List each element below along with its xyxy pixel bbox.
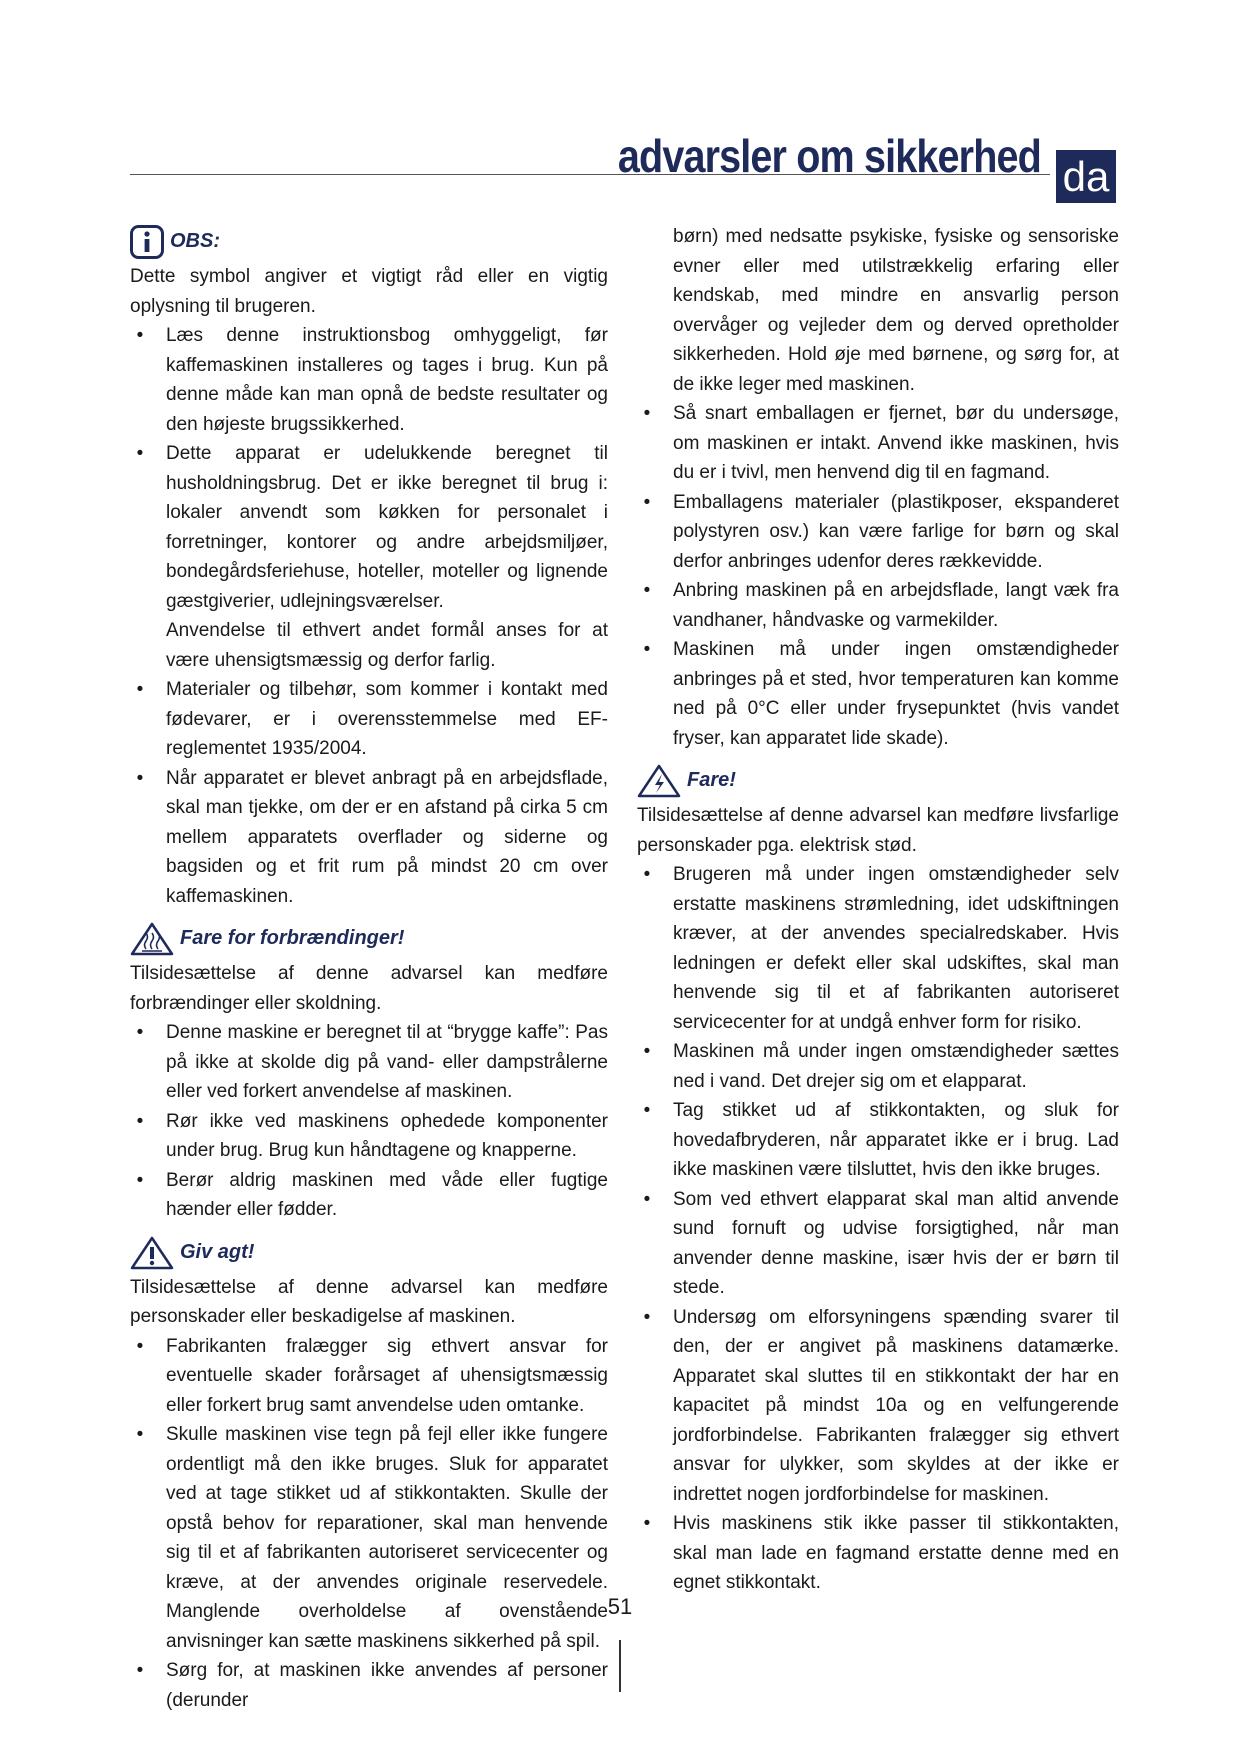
list-item: • Når apparatet er blevet anbragt på en arbejdsflade, skal man tjekke, om der er en afstand på cirka 5 cm mellem apparatets overflader og siderne og bagsiden og et frit rum på mindst 20 cm over kaffemaskinen. bbox=[136, 767, 608, 907]
list-item: • Emballagens materialer (plastikposer, ekspanderet polystyren osv.) kan være farlige for børn og skal derfor anbringes udenfor deres rækkevidde. bbox=[643, 491, 1119, 572]
footer-divider bbox=[619, 1640, 621, 1692]
obs-heading bbox=[130, 222, 608, 262]
burn-heading-text: Fare for forbrændinger! bbox=[180, 927, 405, 950]
danger-intro: Tilsidesættelse af denne advarsel kan medføre livsfarlige personskader pga. elektrisk stød. bbox=[637, 805, 1119, 856]
danger-heading-text: Fare! bbox=[687, 769, 736, 792]
warning-icon bbox=[130, 1236, 174, 1270]
list-item: • Tag stikket ud af stikkontakten, og sluk for hovedafbryderen, når apparatet ikke er i brug. Lad ikke maskinen være tilsluttet, hvis den ikke bruges. bbox=[643, 1100, 1119, 1180]
right-column bbox=[637, 222, 1119, 1598]
obs-heading-text: OBS: bbox=[170, 230, 220, 253]
list-item: • Sørg for, at maskinen ikke anvendes af personer (derunder bbox=[136, 1660, 608, 1711]
list-item-extra: Anvendelse til ethvert andet formål anses for at være uhensigtsmæssig og derfor farlig. bbox=[166, 620, 608, 671]
hot-surface-warning-icon bbox=[130, 922, 174, 956]
list-item: • Maskinen må under ingen omstændigheder sættes ned i vand. Det drejer sig om et elapparat. bbox=[643, 1041, 1119, 1092]
electric-shock-warning-icon bbox=[637, 764, 681, 798]
language-badge: da bbox=[1056, 150, 1116, 203]
list-item: • Undersøg om elforsyningens spænding svarer til den, der er angivet på maskinens datamærke. Apparatet skal sluttes til en stikkontakt der har en kapacitet på mindst 10a og en velfungerende jordforbindelse. Fabrikanten fralægger sig ethvert ansvar for ulykker, som skyldes at der ikke er indrettet nogen jordforbindelse for maskinen. bbox=[643, 1306, 1119, 1505]
attention-heading bbox=[130, 1233, 608, 1273]
list-item: • Anbring maskinen på en arbejdsflade, langt væk fra vandhaner, håndvaske og varmekilder. bbox=[643, 580, 1119, 631]
list-item: • Som ved ethvert elapparat skal man altid anvende sund fornuft og udvise forsigtighed, når man anvender denne maskine, især hvis der er børn til stede. bbox=[643, 1188, 1119, 1298]
list-item: • Berør aldrig maskinen med våde eller fugtige hænder eller fødder. bbox=[136, 1169, 608, 1220]
attention-heading-text: Giv agt! bbox=[180, 1240, 255, 1263]
list-item: • Så snart emballagen er fjernet, bør du undersøge, om maskinen er intakt. Anvend ikke maskinen, hvis du er i tvivl, men henvend dig til en fagmand. bbox=[643, 403, 1119, 483]
page-title: advarsler om sikkerhed bbox=[617, 130, 1041, 182]
list-item: • Materialer og tilbehør, som kommer i kontakt med fødevarer, er i overensstemmelse med EF-reglementet 1935/2004. bbox=[136, 679, 608, 759]
list-item: • Fabrikanten fralægger sig ethvert ansvar for eventuelle skader forårsaget af uhensigtsmæssig eller forkert brug samt anvendelse uden omtanke. bbox=[136, 1335, 608, 1416]
list-item: • Rør ikke ved maskinens ophedede komponenter under brug. Brug kun håndtagene og knapperne. bbox=[136, 1110, 608, 1161]
burn-heading bbox=[130, 919, 608, 959]
obs-intro: Dette symbol angiver et vigtigt råd eller en vigtig oplysning til brugeren. bbox=[130, 266, 608, 317]
list-item: • Dette apparat er udelukkende beregnet til husholdningsbrug. Det er ikke beregnet til brug i: lokaler anvendt som køkken for personalet i forretninger, kontorer og andre arbejdsmiljøer, bondegårdsferiehuse, hoteller, moteller og lignende gæstgiverier, udlejningsværelser. bbox=[136, 443, 608, 612]
info-icon bbox=[130, 225, 164, 259]
list-item: • Læs denne instruktionsbog omhyggeligt, før kaffemaskinen installeres og tages i brug. Kun på denne måde kan man opnå de bedste resultater og den højeste brugssikkerhed. bbox=[136, 325, 608, 435]
list-item: • Skulle maskinen vise tegn på fejl eller ikke fungere ordentligt må den ikke bruges. Sluk for apparatet ved at tage stikket ud af stikkontakten. Skulle der opstå behov for reparationer, skal man henvende sig til et af fabrikanten autoriseret servicecenter og kræve, at der anvendes originale reservedele. Manglende overholdelse af ovenstående anvisninger kan sætte maskinens sikkerhed på spil. bbox=[136, 1424, 608, 1652]
attention-intro: Tilsidesættelse af denne advarsel kan medføre personskader eller beskadigelse af maskinen. bbox=[130, 1276, 608, 1327]
left-column bbox=[130, 222, 608, 1715]
list-item: • Denne maskine er beregnet til at “brygge kaffe”: Pas på ikke at skolde dig på vand- eller dampstrålerne eller ved forkert anvendelse af maskinen. bbox=[136, 1022, 608, 1102]
list-item-continued: børn) med nedsatte psykiske, fysiske og sensoriske evner eller med utilstrækkelig erfaring eller kendskab, med mindre en ansvarlig person overvåger og vejleder dem og derved opretholder sikkerheden. Hold øje med børnene, og sørg for, at de ikke leger med maskinen. bbox=[673, 226, 1119, 395]
list-item: • Hvis maskinens stik ikke passer til stikkontakten, skal man lade en fagmand erstatte denne med en egnet stikkontakt. bbox=[643, 1513, 1119, 1593]
page-number: 51 bbox=[607, 1594, 633, 1619]
burn-intro: Tilsidesættelse af denne advarsel kan medføre forbrændinger eller skoldning. bbox=[130, 963, 608, 1014]
list-item: • Maskinen må under ingen omstændigheder anbringes på et sted, hvor temperaturen kan komme ned på 0°C eller under frysepunktet (hvis vandet fryser, kan apparatet lide skade). bbox=[643, 639, 1119, 749]
list-item: • Brugeren må under ingen omstændigheder selv erstatte maskinens strømledning, idet udskiftningen kræver, at der anvendes specialredskaber. Hvis ledningen er defekt eller skal udskiftes, skal man henvende sig til et af fabrikanten autoriseret servicecenter for at undgå enhver form for risiko. bbox=[643, 864, 1119, 1033]
danger-heading bbox=[637, 761, 1119, 801]
